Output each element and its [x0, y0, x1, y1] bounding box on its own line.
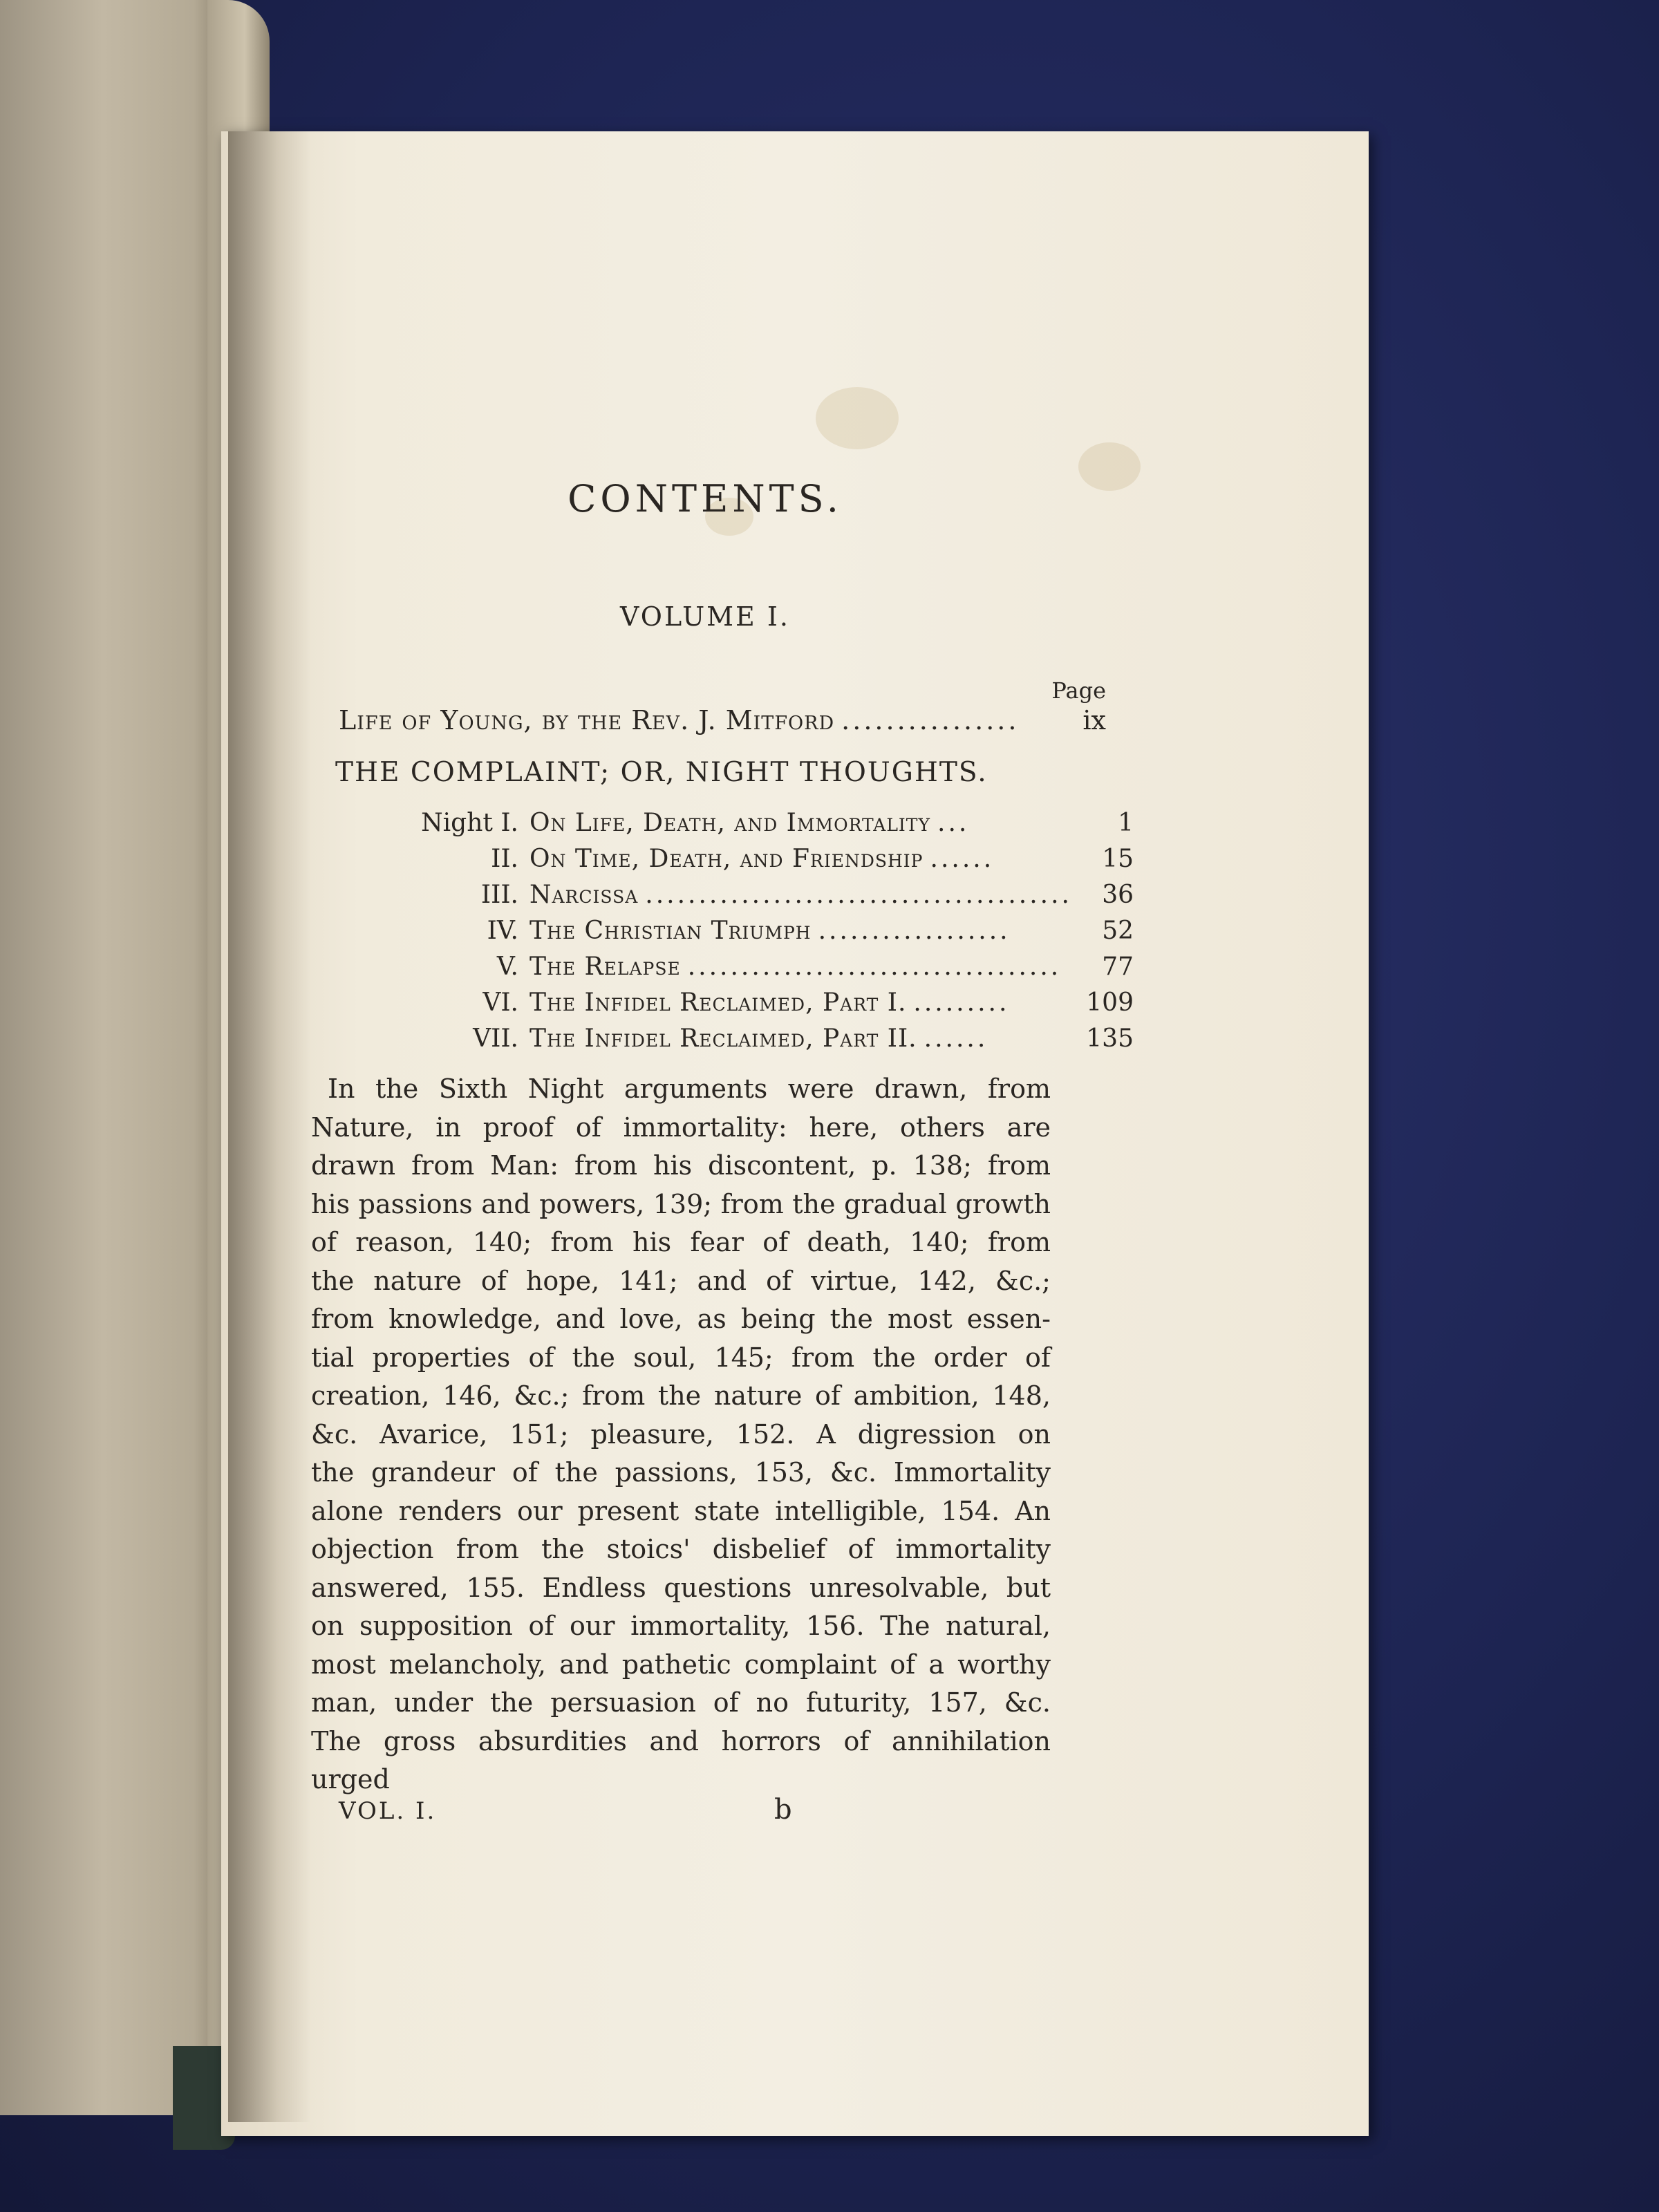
- night-numeral: VI.: [482, 988, 518, 1017]
- leader-dots: ......: [924, 1024, 988, 1053]
- text-line: his passions and powers, 139; from the gradual growth: [311, 1188, 1051, 1219]
- toc-entry-title: Narcissa: [529, 881, 639, 909]
- text-line: of reason, 140; from his fear of death, 140; from: [311, 1227, 1051, 1257]
- signature-mark: b: [774, 1794, 792, 1826]
- toc-entry-title: On Time, Death, and Friendship: [529, 845, 924, 873]
- text-line: drawn from Man: from his discontent, p. 138; from: [311, 1150, 1051, 1181]
- toc-entry-night-4: [394, 917, 1134, 945]
- toc-entry-page: 52: [1102, 917, 1134, 945]
- leader-dots: ..................: [818, 917, 1011, 945]
- text-line: from knowledge, and love, as being the most essen-: [311, 1304, 1051, 1334]
- leader-dots: .........: [913, 988, 1010, 1017]
- toc-entry-page: 135: [1086, 1024, 1134, 1053]
- toc-entry-title: Life of Young, by the Rev. J. Mitford: [339, 705, 835, 735]
- text-line: the grandeur of the passions, 153, &c. Immortality: [311, 1457, 1051, 1488]
- toc-entry-page: 1: [1118, 809, 1134, 837]
- night-numeral: V.: [496, 953, 518, 981]
- night-numeral: Night I.: [421, 809, 518, 837]
- toc-entry-life: [339, 705, 1106, 735]
- gutter-shadow: [228, 131, 311, 2122]
- page-title: CONTENTS.: [568, 477, 843, 521]
- leader-dots: ......: [930, 845, 995, 873]
- toc-entry-night-3: [394, 881, 1134, 909]
- text-line: The gross absurdities and horrors of annihilation urged: [311, 1725, 1051, 1794]
- text-line: &c. Avarice, 151; pleasure, 152. A digression on: [311, 1418, 1051, 1450]
- volume-heading: VOLUME I.: [620, 601, 790, 632]
- night-numeral: IV.: [487, 917, 518, 945]
- leader-dots: ................: [841, 705, 1020, 735]
- toc-entry-night-7: [394, 1024, 1134, 1053]
- toc-entry-night-2: [394, 845, 1134, 873]
- night-numeral: III.: [480, 881, 518, 909]
- text-line: on supposition of our immortality, 156. The natural,: [311, 1611, 1051, 1641]
- toc-entry-page: 109: [1086, 988, 1134, 1017]
- left-page: [0, 0, 228, 2115]
- text-line: man, under the persuasion of no futurity, 157, &c.: [311, 1687, 1051, 1718]
- leader-dots: ........................................: [645, 881, 1072, 909]
- toc-entry-night-5: [394, 953, 1134, 981]
- toc-entry-night-6: [394, 988, 1134, 1017]
- night-numeral: VII.: [473, 1024, 518, 1053]
- leader-dots: ...................................: [687, 953, 1062, 981]
- text-line: In the Sixth Night arguments were drawn, from: [328, 1074, 1051, 1104]
- foxing-stain: [816, 387, 899, 449]
- text-line: the nature of hope, 141; and of virtue, 142, &c.;: [311, 1265, 1051, 1296]
- leader-dots: ...: [937, 809, 970, 837]
- night-numeral: II.: [491, 845, 518, 873]
- footer-volume-mark: VOL. I.: [339, 1797, 437, 1825]
- toc-entry-title: The Relapse: [529, 953, 681, 981]
- toc-entry-page: 77: [1102, 953, 1134, 981]
- toc-entry-page: 36: [1102, 881, 1134, 909]
- argument-paragraph: [311, 1070, 1051, 1799]
- toc-entry-title: The Infidel Reclaimed, Part II.: [529, 1024, 917, 1053]
- text-line: answered, 155. Endless questions unresolvable, but: [311, 1572, 1051, 1603]
- text-line: most melancholy, and pathetic complaint of a worthy: [311, 1649, 1051, 1680]
- toc-entry-page: 15: [1102, 845, 1134, 873]
- toc-entry-title: The Infidel Reclaimed, Part I.: [529, 988, 907, 1017]
- text-line: alone renders our present state intelligible, 154. An: [311, 1495, 1051, 1526]
- section-heading: THE COMPLAINT; OR, NIGHT THOUGHTS.: [335, 757, 988, 788]
- toc-entry-page: ix: [1082, 705, 1106, 735]
- text-line: Nature, in proof of immortality: here, others are: [311, 1112, 1051, 1143]
- text-line: creation, 146, &c.; from the nature of ambition, 148,: [311, 1380, 1051, 1411]
- text-line: tial properties of the soul, 145; from the order of: [311, 1342, 1051, 1373]
- toc-entry-title: The Christian Triumph: [529, 917, 812, 945]
- page-column-label: Page: [1051, 677, 1106, 704]
- toc-entry-title: On Life, Death, and Immortality: [529, 809, 930, 837]
- text-line: objection from the stoics' disbelief of immortality: [311, 1534, 1051, 1564]
- toc-entry-night-1: [394, 809, 1134, 837]
